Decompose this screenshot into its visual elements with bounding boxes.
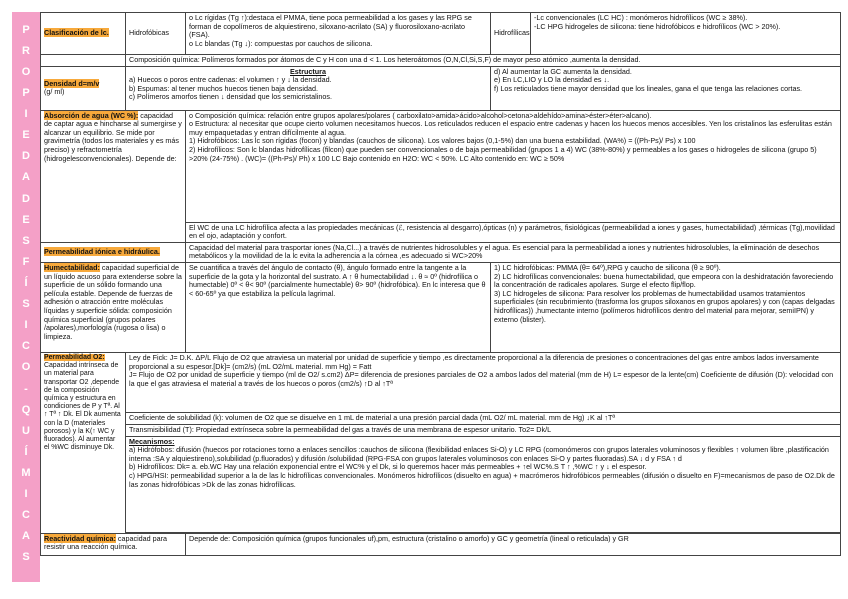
side-letter: Q	[21, 404, 31, 416]
permeabilidad-o2-label: Permeabilidad O2:	[44, 353, 105, 361]
humectabilidad-label: Humectabilidad:	[44, 262, 100, 272]
absorcion-label: Absorción de agua (WC %):	[44, 110, 139, 120]
densidad-label: Densidad d=m/v	[44, 78, 100, 88]
side-letter: D	[22, 193, 30, 205]
humectabilidad-medida: Se cuantifica a través del ángulo de contacto (θ), ángulo formado entre la tangente a la superficie de la gota y la horizontal del sustrato. A ↑ θ humectabilidad ↓. θ ≈ 0º (hidrofílica o humectable) 0º < θ< 90º (parcialmente humectable) θ> 90º (hidrofóbica). En lc interesa que θ < 60-65º ya que estabiliza la película lagrimal.	[186, 262, 491, 352]
row-clasificacion	[41, 13, 841, 55]
side-letter: P	[22, 24, 30, 36]
permeabilidad-o2-desc: Capacidad intrínseca de un material para transportar O2 ,depende de la composición química y estructura en condiciones de P y Tª. Al ↑ Tª ↑ Dk. El Dk aumenta con la D (materiales porosos) y la K(↑ WC y fluorados). Al aumentar el %WC disminuye Dk.	[44, 362, 121, 452]
side-letter: A	[22, 530, 30, 542]
hidrofilicas-label: Hidrofílicas	[491, 13, 531, 55]
properties-table	[40, 12, 841, 556]
row-densidad	[41, 66, 841, 110]
list-item: 1) Hidrofóbicos: Las lc son rígidas (focon) y blandas (cauchos de silicona). Los valores bajos (0,1-5%) dan una buena estabilidad. (WA%) = ((Ph-Ps)/ Ps) x 100	[189, 136, 696, 146]
content-table-area	[40, 12, 840, 582]
list-item: a) Hidrófobos: difusión (huecos por rotaciones torno a enlaces sencillos :cauchos de silicona (flexibilidad enlaces Si-O) y LC RPG (comonómeros con grupos laterales voluminosos y flexibles ↑ volumen libre ,plastificación interna :SA y alquiestireno),solubilidad (p.fluorados) y difusión /solubilidad (RPG-FSA con grupos laterales voluminosos con enlaces Si-O y partes fluoradas).SA ↓ d y FSA ↑ d	[129, 445, 829, 463]
row-humectabilidad	[41, 262, 841, 352]
humectabilidad-items	[491, 262, 841, 352]
side-letter: I	[24, 108, 28, 120]
list-item: -LC HPG hidrogeles de silicona: tiene hidrofóbicos e hidrofílicos (WC > 20%).	[534, 21, 781, 31]
side-letter: S	[22, 235, 30, 247]
side-letter: Í	[24, 446, 28, 458]
estructura-left	[126, 66, 491, 110]
absorcion-footer: El WC de una LC hidrofílica afecta a las propiedades mecánicas (ℰ, resistencia al desgarro),ópticas (n) y parámetros, fisiológicas (permeabilidad a iones y gases, humectabilidad) ,térmicas (Tg),movilidad en el ojo, adaptación y confort.	[186, 222, 841, 242]
row-transmisibilidad	[41, 424, 841, 436]
estructura-right	[491, 66, 841, 110]
mecanismos-cell	[126, 436, 841, 532]
side-letter: D	[22, 150, 30, 162]
side-letter: O	[21, 66, 31, 78]
reactividad-desc-cell	[41, 533, 186, 555]
estructura-title: Estructura	[290, 66, 326, 76]
side-letter: M	[21, 467, 31, 479]
fick-law: Ley de Fick: J= D.K. ΔP/L Flujo de O2 que atraviesa un material por unidad de superficie y tiempo ,es directamente proporcional a la diferencia de presiones o concentraciones del gas entre ambos lados inversamente proporcional a su espesor.[Dk]= (cm2/s) (mL O2/mL material. mm Hg) = Fatt	[129, 352, 819, 371]
list-item: o Lc blandas (Tg ↓): compuestas por cauchos de silicona.	[189, 38, 373, 48]
list-item: b) Espumas: al tener muchos huecos tienen baja densidad.	[129, 83, 318, 93]
reactividad-label: Reactividad química:	[44, 533, 116, 543]
transmisibilidad-text: Transmisibilidad (T): Propiedad extrínseca sobre la permeabilidad del gas a través de una membrana de espesor unitario. To2= Dk/L	[126, 424, 841, 436]
list-item: d) Al aumentar la GC aumenta la densidad.	[494, 66, 632, 76]
side-letter: C	[22, 509, 30, 521]
list-item: c) HPG/HSI: permeabilidad superior a la de las lc hidrofílicas convencionales. Monómeros hidrofílicos (disuelto en agua) + macrómeros hidrofóbicos permeables (difusión o disuelto en F)=mecanismos de paso de O2.Dk de las zonas hidrofóbicas >Dk de las zonas hidrofílicas.	[129, 470, 835, 489]
row-permeabilidad-ionica	[41, 242, 841, 262]
list-item: e) En LC,LIO y LO la densidad es ↓.	[494, 75, 610, 85]
fick-cell	[126, 352, 841, 412]
reactividad-desc: capacidad para resistir una reacción química.	[44, 533, 168, 552]
vertical-title-band	[12, 12, 40, 582]
list-item: 2) LC hidrofílicas convencionales: buena humectabilidad, que empeora con la deshidratación favoreciendo la concentración de radicales apolares. Surge el efecto flip/flop.	[494, 271, 834, 290]
side-letter: Í	[24, 277, 28, 289]
side-letter: R	[22, 45, 30, 57]
humectabilidad-desc-cell	[41, 262, 186, 352]
list-item: 2) Hidrofílicos: Son lc blandas hidrofílicas (filcon) que pueden ser convencionales o de baja permeabilidad (grupos 1 a 4) WC (38%-80%) y permeables a los gases o hidrogeles de silicona (grupo 5) >20% (24-75%) . (WC)= ((Ph-Ps)/ Ph) x 100 LC Bajo contenido en H2O: WC < 50%. LC Alto contenido en: WC ≥ 50%	[189, 144, 817, 163]
side-letter: F	[22, 256, 30, 268]
densidad-unit: (g/ ml)	[44, 87, 65, 97]
row-absorcion	[41, 110, 841, 222]
side-letter: E	[22, 129, 30, 141]
absorcion-items	[186, 110, 841, 222]
list-item: -Lc convencionales (LC HC) : monómeros hidrofílicos (WC ≥ 38%).	[534, 13, 748, 22]
fick-terms: J= Flujo de O2 por unidad de superficie y tiempo (ml de O2/ s.cm2) ΔP= diferencia de presiones parciales de O2 a ambos lados del material (mm de H) L= espesor de la lente(cm) Coeficiente de difusión (D): velocidad con la que el gas atraviesa el material a través de los huecos o poros (cm2/s) ↑D al ↑Tª	[129, 370, 834, 388]
absorcion-desc-cell	[41, 110, 186, 242]
side-letter: E	[22, 214, 30, 226]
side-letter: A	[22, 171, 30, 183]
hidrofilicas-items	[531, 13, 841, 55]
side-letter: S	[22, 298, 30, 310]
row-permeabilidad-o2-fick	[41, 352, 841, 412]
study-sheet	[12, 12, 840, 582]
list-item: a) Huecos o poros entre cadenas: el volumen ↑ y ↓ la densidad.	[129, 75, 332, 85]
row-solubilidad	[41, 412, 841, 424]
row-mecanismos	[41, 436, 841, 532]
side-letter: S	[22, 551, 30, 563]
humectabilidad-desc: capacidad superficial de un líquido acuoso para extenderse sobre la superficie de un sólido formando una película estable. Depende de fuerzas de adhesión o atracción entre moléculas líquidas y superficie sólida: composición química superficial (grupos polares /apolares),morfología (rugosa o lisa) o limpieza.	[44, 262, 182, 341]
permeabilidad-o2-desc-cell	[41, 352, 126, 533]
list-item: o Composición química: relación entre grupos apolares/polares ( carboxilato>amida>ácido>alcohol>cetona>aldehído>amina>éster>éter>alcano).	[189, 110, 652, 120]
side-letter: U	[22, 425, 30, 437]
list-item: f) Los reticulados tiene mayor densidad que los lineales, gana el que tenga las relaciones cortas.	[494, 83, 803, 93]
list-item: o Lc rígidas (Tg ↑):destaca el PMMA, tiene poca permeabilidad a los gases y las RPG se forman de copolímeros de alquiestireno, siloxano-acrilato (SA) y fluorosiloxano-acrilato (FSA).	[189, 13, 472, 40]
row-composicion	[41, 55, 841, 67]
mecanismos-title: Mecanismos:	[129, 436, 175, 446]
list-item: b) Hidrofílicos: Dk= a. eb.WC Hay una relación exponencial entre el WC% y el Dk, si lo queremos hacer más permeables + ↑el WC%.S T ↑ ,%WC ↑ y ↓ el espesor.	[129, 462, 647, 472]
permeabilidad-ionica-label: Permeabilidad iónica e hidráulica.	[44, 247, 160, 257]
list-item: c) Polímeros amorfos tienen ↓ densidad que los semicristalinos.	[129, 92, 332, 102]
permeabilidad-ionica-text: Capacidad del material para trasportar iones (Na,Cl...) a través de nutrientes hidrosolubles y el agua. Es esencial para la permeabilidad a iones y nutrientes hidrosolubles, la eliminación de desechos metabólicos y la movilidad de la lc evita la adherencia a la córnea ,es adecuado si WC>20%	[186, 242, 841, 262]
side-letter: I	[24, 488, 28, 500]
list-item: 3) LC hidrogeles de silicona: Para resolver los problemas de humectabilidad usamos tratamientos superficiales (sin recubrimiento (trasforma los grupos siloxanos en grupos apolares) y con (capas delgadas hidrofílicas)) ,humectante interno (polímeros hidrofílicos dentro del material para mejorar, semiIPN) y externo (blister).	[494, 288, 835, 324]
hidrofobicas-items	[186, 13, 491, 55]
side-letter: I	[24, 319, 28, 331]
side-letter: C	[22, 340, 30, 352]
side-letter: P	[22, 87, 30, 99]
solubilidad-text: Coeficiente de solubilidad (k): volumen de O2 que se disuelve en 1 mL de material a una presión parcial dada (mL O2/ mL material. mm de Hg) ↓K al ↑Tª	[126, 412, 841, 424]
reactividad-text: Depende de: Composición química (grupos funcionales uf),pm, estructura (cristalino o amorfo) y GC y geometría (lineal o reticulada) y GR	[186, 533, 841, 555]
list-item: o Estructura: al necesitar que ocupe cierto volumen necesitamos huecos. Los reticulados reducen el espacio entre cadenas y hacen los huecos menos accesibles. Yen los cristalinos las esferulitas están muy empaquetadas y entran difícilmente al agua.	[189, 119, 832, 137]
side-letter: O	[21, 361, 31, 373]
side-letter: -	[24, 383, 28, 395]
hidrofobicas-label: Hidrofóbicas	[126, 13, 186, 55]
row-reactividad	[41, 533, 841, 555]
absorcion-desc: capacidad de captar agua e hincharse al sumergirse y alcanzar un equilibrio. Se mide por gravimetría (todos los materiales y es más preciso) y refractometría (hidrogelesconvencionales). Depende de:	[44, 110, 182, 163]
clasificacion-label: Clasificación de lc.	[44, 28, 109, 38]
list-item: 1) LC hidrofóbicas: PMMA (θ= 64º),RPG y caucho de silicona (θ ≥ 90º).	[494, 262, 721, 272]
composicion-text: Composición química: Polímeros formados por átomos de C y H con una d < 1. Los heteroátomos (O,N,Cl,Si,S,F) de mayor peso atómico ,aumenta la densidad.	[126, 55, 841, 67]
